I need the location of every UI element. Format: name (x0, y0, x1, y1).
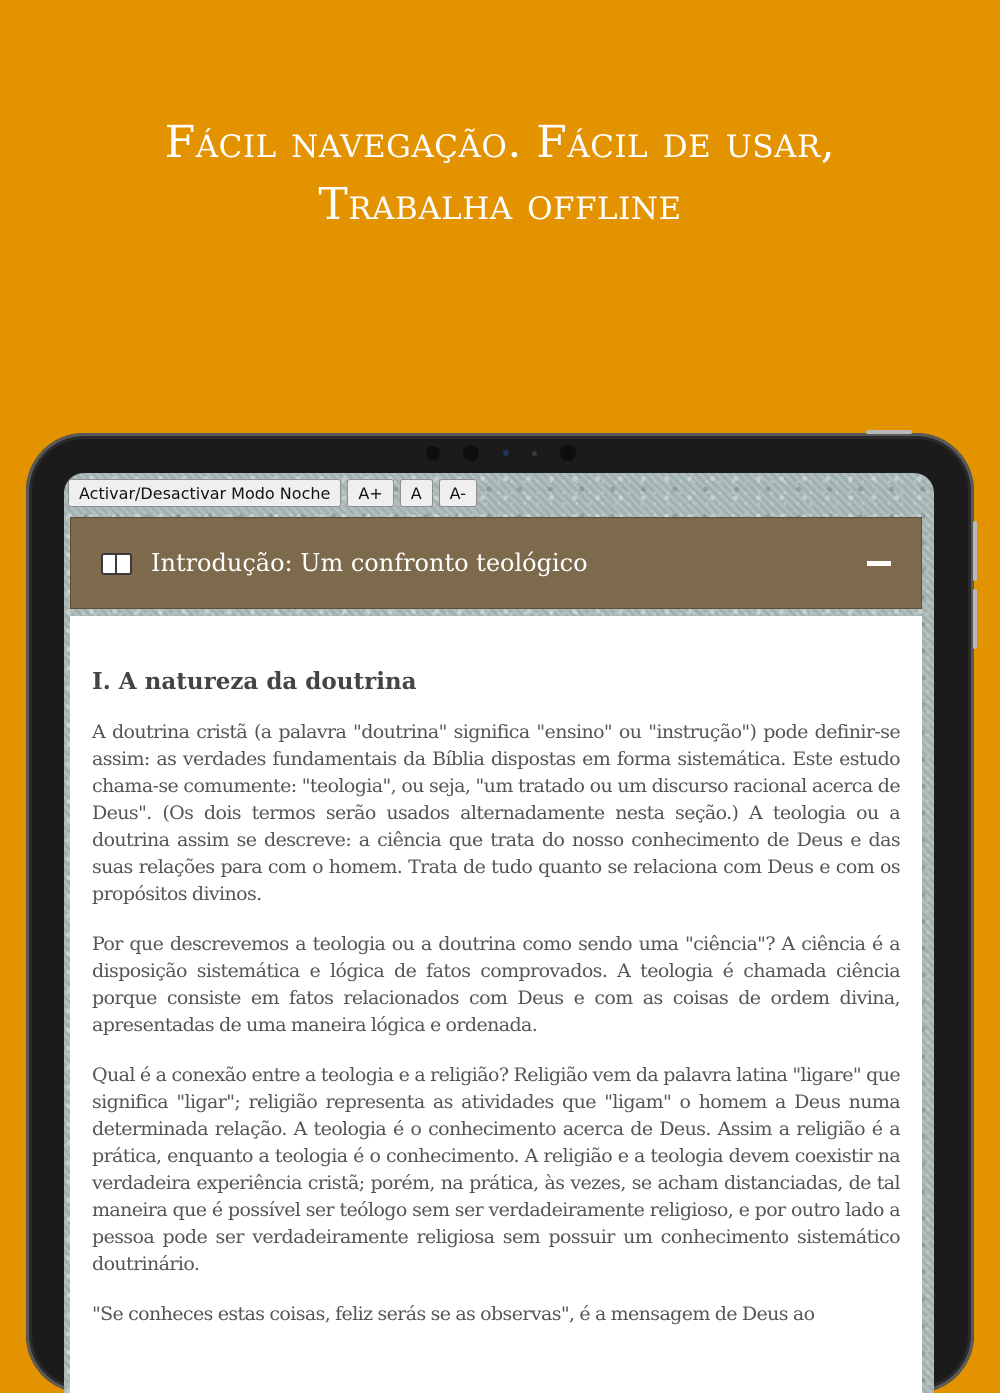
paragraph: Por que descrevemos a teologia ou a doutrina como sendo uma "ciência"? A ciência é a disposição sistemática e lógica de fatos comprovados. A teologia é chamada ciência porque consiste em fatos relacionados com Deus e com as coisas de ordem divina, apresentadas de uma maneira lógica e ordenada. (92, 933, 900, 1036)
minus-icon[interactable] (867, 561, 891, 566)
book-icon (101, 551, 131, 575)
headline-line-2: Trabalha offline (318, 179, 682, 230)
app-screen (64, 473, 934, 1393)
paragraph: A doutrina cristã (a palavra "doutrina" significa "ensino" ou "instrução") pode definir-se assim: as verdades fundamentais da Bíblia dispostas em forma sistemática. Este estudo chama-se comumente: "teologia", ou seja, "um tratado ou um discurso racional acerca de Deus". (Os dois termos serão usados alternadamente nesta seção.) A teologia ou a doutrina assim se descreve: a ciência que trata do nosso conhecimento de Deus e das suas relações para com o homem. Trata de tudo quanto se relaciona com Deus e com os propósitos divinos. (92, 721, 900, 905)
toolbar (68, 479, 477, 507)
section-title: I. A natureza da doutrina (92, 668, 417, 695)
font-decrease-button[interactable]: A- (439, 479, 477, 507)
headline-line-1: Fácil navegação. Fácil de usar, (164, 117, 836, 168)
camera-bar (426, 445, 576, 461)
power-button (866, 430, 912, 434)
font-increase-button[interactable]: A+ (347, 479, 393, 507)
volume-up-button (973, 521, 977, 581)
font-reset-button[interactable]: A (400, 479, 433, 507)
sensor-icon (426, 446, 440, 460)
paragraph: Qual é a conexão entre a teologia e a religião? Religião vem da palavra latina "ligare" que significa "ligar"; religião representa as atividades que "ligam" o homem a Deus numa determinada relação. A teologia é o conhecimento acerca de Deus. Assim a religião é a prática, enquanto a teologia é o conhecimento. A religião e a teologia devem coexistir na verdadeira experiência cristã; porém, na prática, às vezes, se acham distanciadas, de tal maneira que é possível ser teólogo sem ser verdadeiramente religioso, e por outro lado a pessoa pode ser verdadeiramente religiosa sem possuir um conhecimento sistemático doutrinário. (92, 1064, 900, 1275)
paragraph: "Se conheces estas coisas, feliz serás se as observas", é a mensagem de Deus ao (92, 1303, 815, 1325)
tablet-device (26, 433, 974, 1393)
sensor-icon (532, 451, 537, 456)
sensor-icon (560, 445, 576, 461)
night-mode-button[interactable]: Activar/Desactivar Modo Noche (68, 479, 341, 507)
volume-down-button (973, 589, 977, 649)
sensor-icon (463, 445, 479, 461)
chapter-title: Introdução: Um confronto teológico (151, 549, 588, 577)
camera-lens-icon (503, 450, 509, 456)
chapter-content (70, 616, 922, 1393)
chapter-accordion-header[interactable] (70, 517, 922, 609)
promo-headline (0, 112, 1000, 236)
